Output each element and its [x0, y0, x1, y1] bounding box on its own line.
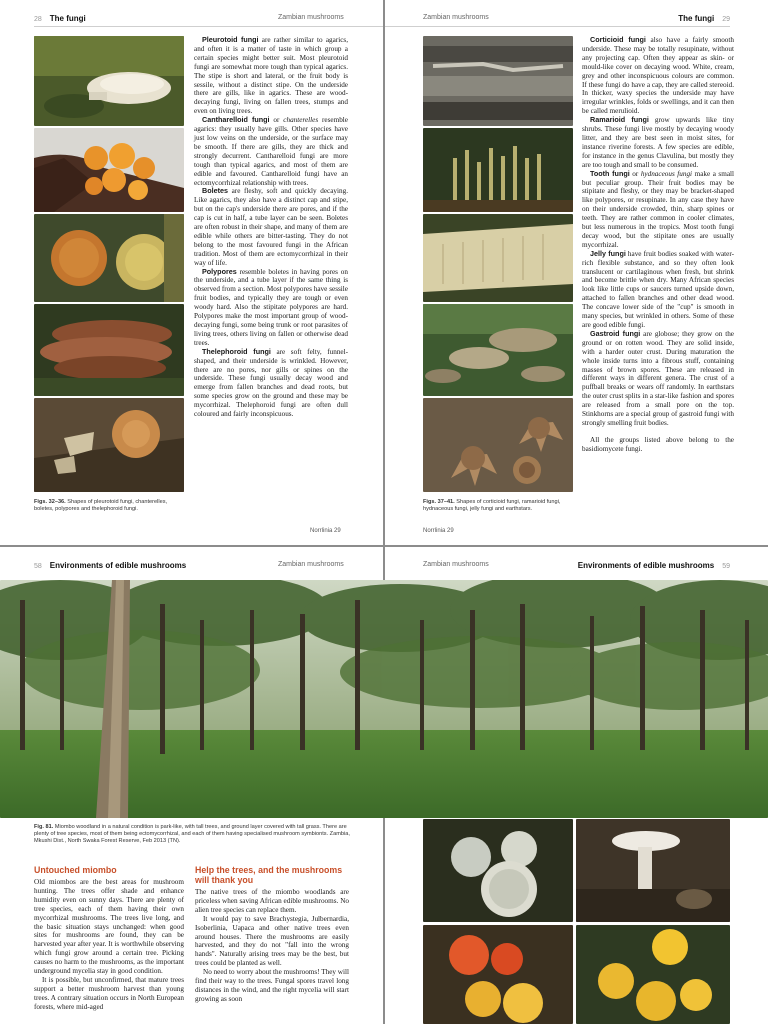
- photo-thelephoroid-fungi: [34, 398, 184, 492]
- header-rule: [385, 26, 730, 27]
- photo-ramarioid-fungi: [423, 128, 573, 212]
- book-title: Zambian mushrooms: [278, 14, 344, 21]
- paragraph-pleurotoid: [194, 36, 348, 116]
- paragraph-text: have fruit bodies soaked with water-rich flexible substance, and so they often look translucent or cartilaginous when fresh, but shrink and become brittle when dry. Many African species look like little cups or saucers turned upside down, attached to fallen branches and other dead wood. The concave lower side of the "cup" is smooth in many species, but wrinkled in others. Some of these are good edible fungi.: [582, 249, 735, 329]
- term: Pleurotoid fungi: [202, 35, 259, 44]
- paragraph-text: or: [269, 116, 284, 125]
- figure-caption: [34, 499, 184, 513]
- term: Ramarioid fungi: [590, 115, 649, 125]
- book-title: Zambian mushrooms: [423, 561, 489, 568]
- page-number: 28: [34, 16, 42, 23]
- paragraph-text: or: [629, 169, 641, 178]
- paragraph: Old miombos are the best areas for mushroom hunting. The trees offer shade and enhance humidity even on sunny days. There are plenty of tree species, each of them having their own mycorrhizal mushrooms. The trees live long, and the basic situation stays unchanged: when good sites for mushrooms are found, they can be harvested year after year. It is worthwhile observing which fungi grow around a certain tree. Picking causes no harm to the mushrooms, as the important underground mycelia stay in good condition.: [34, 878, 184, 976]
- page-number: 29: [722, 16, 730, 23]
- photo-polypores: [34, 304, 184, 396]
- paragraph-text: also have a fairly smooth underside. These may be totally resupinate, without any projecting cap. Often they appear as skin- or mould-like cover on decaying wood. White, cream, grey and other inconspicuous colours are common. If these fungi do have a cap, they are called stereoid. In thicker, waxy species the underside may have irregular wrinkles, folds or swellings, and it can then be called merulioid.: [582, 36, 734, 116]
- paragraph-boletes: [194, 187, 348, 267]
- photo-earthstars: [423, 398, 573, 492]
- photo-corticioid-fungus: [423, 36, 573, 126]
- page-number: 59: [722, 563, 730, 570]
- paragraph-text: grow upwards like tiny shrubs. These fungi live mostly by decaying woody litter, and they are best seen in moist sites, for instance riverine forests. A few species are edible, for instance in the genus Clavulina, but mostly they are too tough and small to be consumed.: [582, 116, 734, 169]
- photo-orange-yellow-mushrooms: [423, 925, 573, 1024]
- paragraph-cantharelloid: [194, 116, 348, 187]
- caption-text: Shapes of corticioid fungi, ramarioid fungi, hydnaceous fungi, jelly fungi and earthstars.: [423, 499, 561, 512]
- running-head-right: [578, 561, 730, 570]
- footer-series: Norrlinia 29: [423, 528, 454, 534]
- page-29: [385, 0, 768, 545]
- body-text-column: [582, 36, 734, 454]
- paragraph-corticioid: [582, 36, 734, 116]
- term: Thelephoroid fungi: [202, 346, 271, 356]
- photo-tooth-fungus: [423, 214, 573, 302]
- photo-amanita-caps: [423, 819, 573, 922]
- photo-yellow-chanterelles: [576, 925, 730, 1024]
- paragraph-ramarioid: [582, 116, 734, 169]
- paragraph-text: make a small but peculiar group. Their fruit bodies may be stipitate and fleshy, or they may be bracket-shaped like polypores, or resupinate. In any case they have on their underside crowded, thin, sharp spines or teeth. They are rather common in cooler climates, but less numerous in the tropics. Most tooth fungi decay wood, but the stipitate ones are usually mycorrhizal.: [582, 169, 735, 249]
- term-italic: chanterelles: [283, 116, 319, 125]
- photo-white-mushroom: [576, 819, 730, 922]
- term: Corticioid fungi: [590, 35, 646, 44]
- page-number: 58: [34, 563, 42, 570]
- chapter-title: Environments of edible mushrooms: [577, 561, 715, 570]
- paragraph-text: are globose; they grow on the ground or on rotten wood. They are solid inside, with a harder outer crust. During maturation the whole inside turns into a fibrous stuff, containing masses of brown spores. These are released in different ways in different genera. The crust of a puffball breaks or wears off randomly. In earthstars the outer crust splits in a star-like fashion and spores are released from a small pore on the top. Stinkhorns are a special group of gastroid fungi with strongly smelling fruit bodies.: [582, 329, 734, 427]
- photo-pleurotoid-fungus: [34, 36, 184, 126]
- chapter-title: The fungi: [678, 14, 715, 23]
- running-head-left: [34, 14, 86, 23]
- caption-text: Shapes of pleurotoid fungi, chanterelles, boletes, polypores and thelephoroid fungi.: [34, 499, 168, 512]
- chapter-title: Environments of edible mushrooms: [49, 561, 187, 570]
- photo-chanterelles-in-hand: [34, 128, 184, 212]
- page-28: [0, 0, 383, 545]
- body-column-1: [34, 865, 184, 1012]
- caption-label: Fig. 81.: [34, 824, 54, 830]
- paragraph-polypores: [194, 268, 348, 348]
- term-italic: hydnaceous fungi: [640, 169, 693, 178]
- figure-caption: [423, 499, 573, 513]
- photo-boletes: [34, 214, 184, 302]
- footer-series: Norrlinia 29: [310, 528, 341, 534]
- paragraph-text: are fleshy, soft and quickly decaying. Like agarics, they also have a distinct cap and stipe, but on the cap's underside there are pores, and if the cap is cut in half, a tube layer can be seen. Boletes are often robust in their shape, and many of them are edible while others are bitter-tasting. They do not belong to the most favoured fungi in the African tradition. Most of them are ectomycorrhizal in their way of life.: [194, 187, 348, 267]
- paragraph-gastroid-fungi: [582, 330, 734, 428]
- term: Cantharelloid fungi: [202, 115, 270, 125]
- figure-caption: [34, 824, 350, 844]
- body-text-column: [194, 36, 348, 419]
- caption-text: Miombo woodland in a natural condition is park-like, with tall trees, and ground layer covered with tall grass. There are plenty of tree species, most of them being ectomycorrhizal, and each of them having specialised mushroom symbionts. Zambia, Mkushi Dist., North Swaka Forest Reserve, Feb 2013 (TN).: [34, 824, 350, 844]
- paragraph-jelly-fungi: [582, 250, 734, 330]
- caption-label: Figs. 37–41.: [423, 499, 455, 505]
- paragraph-closing: All the groups listed above belong to the basidiomycete fungi.: [582, 435, 734, 453]
- paragraph: No need to worry about the mushrooms! They will find their way to the trees. Fungal spores travel long distances in the wind, and the right mycelia will start growing as soon: [195, 968, 349, 1003]
- running-head-left: [34, 561, 186, 570]
- paragraph: The native trees of the miombo woodlands are priceless when saving African edible mushrooms. No alien tree species can replace them.: [195, 888, 349, 914]
- chapter-title: The fungi: [49, 14, 86, 23]
- book-title: Zambian mushrooms: [423, 14, 489, 21]
- header-rule: [34, 26, 383, 27]
- caption-label: Figs. 32–36.: [34, 499, 66, 505]
- book-title: Zambian mushrooms: [278, 561, 344, 568]
- term: Gastroid fungi: [590, 328, 641, 338]
- photo-miombo-woodland: [0, 580, 768, 818]
- paragraph: It would pay to save Brachystegia, Julbernardia, Isoberlinia, Uapaca and other native trees even around houses. There the mushrooms are easily harvested, and they do not "fall into the wrong hands". Naturally arising trees may be the best, but trees could be planted as well.: [195, 914, 349, 968]
- paragraph-tooth-fungi: [582, 170, 734, 250]
- photo-jelly-fungi: [423, 304, 573, 396]
- paragraph-text: resemble boletes in having pores on the underside, and a tube layer if the same thing is observed from a section. Most polypores have sessile fruit bodies, and typically they are tough or even woody hard. Also the stipitate polypores are hard. Polypores make the most important group of wood-decaying fungi, some being trunk or root parasites of living trees, others living on fallen or otherwise dead trees.: [194, 267, 348, 347]
- paragraph-thelephoroid: [194, 348, 348, 419]
- running-head-right: [678, 14, 730, 23]
- paragraph-text: are rather similar to agarics, and often it is a matter of taste in which group a certain species might better suit. Most pleurotoid fungi are somewhat more tough than typical agarics. The stipe is short and lateral, or the fruit body is sessile, without a distinct stipe. On the underside there are gills, like in agarics. These are wood-decaying fungi, living on fallen trees, stumps and even on living trees.: [194, 36, 348, 116]
- term: Tooth fungi: [590, 168, 630, 178]
- term: Polypores: [202, 266, 237, 276]
- paragraph-text: resemble agarics: they usually have gills. Other species have just low veins on the underside, or the surface may be smooth. If there are gills, they are thick and strongly decurrent. Cantharelloid fungi are more tough than typical agarics, and most of them are edible and favoured. Cantharelloid fungi have an ectomycorrhizal relationship with trees.: [194, 116, 348, 187]
- term: Jelly fungi: [590, 248, 626, 258]
- paragraph: It is possible, but unconfirmed, that mature trees support a better mushroom harvest than young trees. A contrary situation occurs in North European forests, where mid-aged: [34, 975, 184, 1011]
- term: Boletes: [202, 186, 228, 196]
- body-column-2: [195, 865, 349, 1004]
- section-heading: Help the trees, and the mushrooms will thank you: [195, 865, 343, 885]
- paragraph-text: are soft felty, funnel-shaped, and their underside is wrinkled. However, there are no pores, nor gills or spines on the underside. These fungi usually decay wood and emerge from fallen branches and dead roots, but some species grow on the ground and these may be mycorrhizal. Thelephoroid fungi are often dull coloured and fairly inconspicuous.: [194, 347, 349, 419]
- section-heading: Untouched miombo: [34, 865, 117, 875]
